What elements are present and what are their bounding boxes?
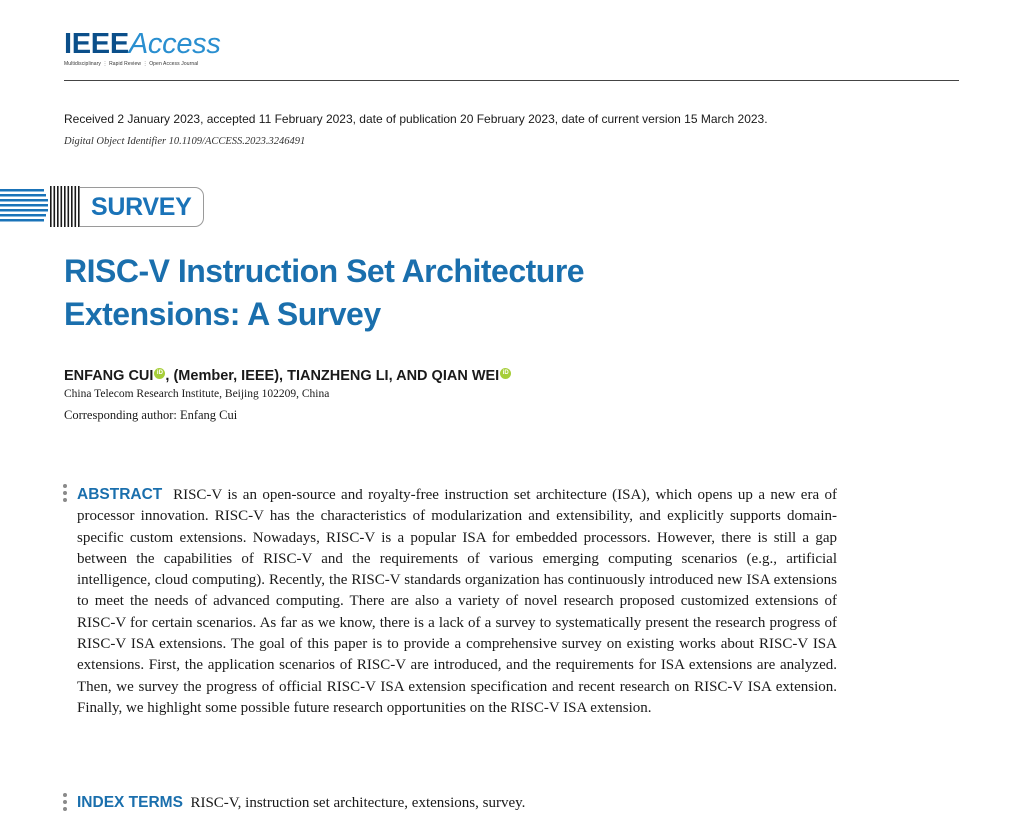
index-terms [77,792,525,814]
logo-ieee-text: IEEE [64,28,129,60]
author-name-1: ENFANG CUI [64,368,154,384]
corresponding-author: Corresponding author: Enfang Cui [64,408,238,422]
title-line-2: Extensions: A Survey [64,296,381,332]
logo-access-text: Access [128,28,221,60]
journal-logo [64,28,221,67]
section-label: SURVEY [91,193,192,221]
affiliation: China Telecom Research Institute, Beijing 102209, China [64,388,330,400]
abstract-text: RISC-V is an open-source and royalty-free instruction set architecture (ISA), which opens up a new era of processor innovation. RISC-V has the characteristics of modularization and extensibility, and explicitly supports domain-specific custom extensions. Nowadays, RISC-V is a popular ISA for embedded processors. However, there is still a gap between the capabilities of RISC-V and the requirements of various emerging computing scenarios (e.g., artificial intelligence, cloud computing). Recently, the RISC-V standards organization has continuously introduced new ISA extensions to meet the needs of advanced computing. There are also a variety of novel research proposed customized extensions of RISC-V for certain scenarios. As far as we know, there is a lack of a survey to systematically present the research progress of RISC-V ISA extensions. The goal of this paper is to provide a comprehensive survey on existing works about RISC-V ISA extensions. First, the application scenarios of RISC-V are introduced, and the requirements for ISA extensions are analyzed. Then, we survey the progress of official RISC-V ISA extension specification and recent research on RISC-V ISA extension. Finally, we highlight some possible future research opportunities on the RISC-V ISA extension. [77,487,837,716]
index-terms-heading: INDEX TERMS [77,794,183,811]
survey-stripes-icon [0,186,82,230]
abstract-heading: ABSTRACT [77,486,163,503]
author-list-rest: , (Member, IEEE), TIANZHENG LI, AND QIAN WEI [165,368,500,384]
logo-tagline: Multidisciplinary ⋮ Rapid Review ⋮ Open Access Journal [64,61,199,67]
doi-line: Digital Object Identifier 10.1109/ACCESS.2023.3246491 [64,136,306,147]
abstract [77,484,837,719]
received-dates: Received 2 January 2023, accepted 11 February 2023, date of publication 20 February 2023, date of current version 15 March 2023. [64,112,768,126]
author-list [64,368,511,384]
abstract-marker-icon [63,484,68,505]
title-line-1: RISC-V Instruction Set Architecture [64,253,585,289]
orcid-icon[interactable]: iD [154,368,165,379]
paper-title [64,250,584,336]
index-terms-marker-icon [63,793,68,814]
header-divider [64,80,959,81]
index-terms-text: RISC-V, instruction set architecture, extensions, survey. [190,795,526,811]
orcid-icon[interactable]: iD [500,368,511,379]
